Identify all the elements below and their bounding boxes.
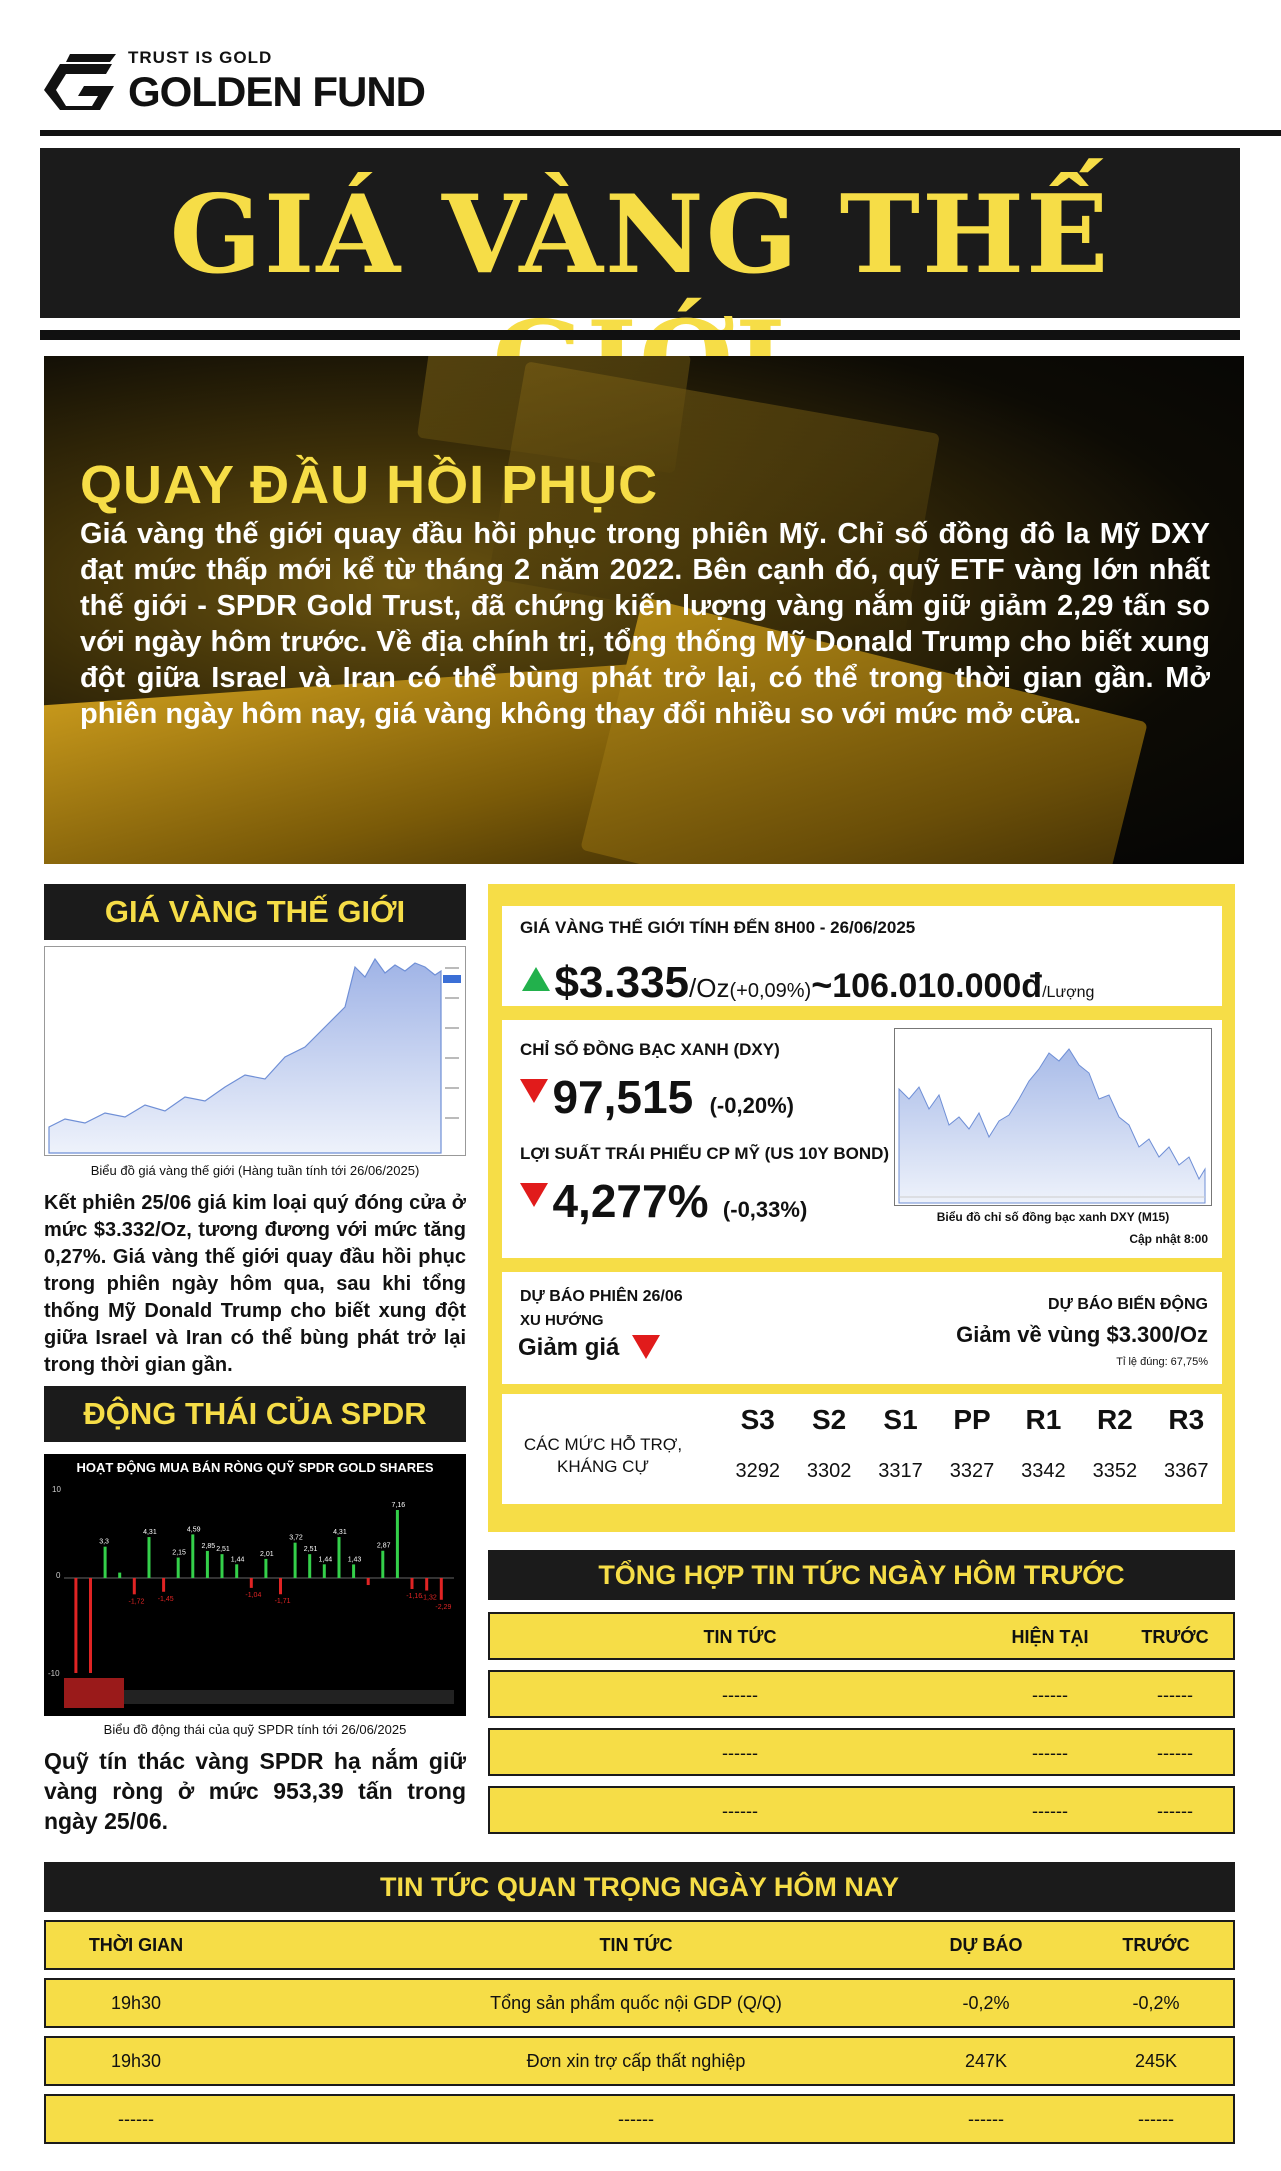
down-arrow-icon	[520, 1079, 548, 1103]
spdr-bar	[74, 1578, 77, 1673]
gold-price-card	[502, 906, 1222, 1006]
volatility-value: Giảm về vùng $3.300/Oz	[956, 1322, 1208, 1347]
gold-price-vnd-unit: /Lượng	[1042, 984, 1095, 1001]
bond-value: 4,277%	[552, 1175, 709, 1227]
brand-name: GOLDEN FUND	[128, 68, 425, 115]
spdr-bar	[206, 1551, 209, 1578]
spdr-bar-label: 4,31	[333, 1529, 347, 1537]
gold-price-change: (+0,09%)	[729, 980, 812, 1002]
previous-cell: ------	[1138, 2109, 1174, 2129]
spdr-bar	[381, 1551, 384, 1578]
up-arrow-icon	[522, 967, 550, 991]
divider	[40, 130, 1281, 136]
gold-price-value: $3.335	[554, 958, 690, 1007]
level-value: 3327	[949, 1460, 995, 1482]
spdr-bar-label: 2,85	[201, 1542, 216, 1550]
spdr-bar	[133, 1578, 136, 1594]
col-previous: TRƯỚC	[1122, 1935, 1190, 1955]
down-arrow-icon	[632, 1335, 660, 1359]
prev-news-heading: TỔNG HỢP TIN TỨC NGÀY HÔM TRƯỚC	[488, 1550, 1235, 1600]
title-banner	[40, 148, 1240, 318]
previous-cell: ------	[1157, 1743, 1193, 1763]
spdr-bar	[367, 1578, 370, 1585]
table-row	[488, 1670, 1235, 1718]
spdr-bar-label: -1,45	[157, 1595, 174, 1603]
trend-row	[518, 1334, 660, 1362]
table-row	[44, 2094, 1235, 2144]
bond-label: LỢI SUẤT TRÁI PHIẾU CP MỸ (US 10Y BOND)	[520, 1144, 890, 1163]
spdr-chart-caption: Biểu đồ động thái của quỹ SPDR tính tới 26/06/2025	[103, 1722, 407, 1737]
news-cell: Tổng sản phẩm quốc nội GDP (Q/Q)	[490, 1993, 782, 2013]
brand-tagline: TRUST IS GOLD	[128, 48, 273, 67]
dxy-chart-caption: Biểu đồ chỉ số đồng bạc xanh DXY (M15)	[936, 1210, 1170, 1224]
spdr-bar-label: 2,51	[303, 1546, 318, 1554]
gold-price-row	[522, 958, 1094, 1008]
table-row	[44, 2036, 1235, 2086]
spdr-bar-label: 7,16	[391, 1501, 406, 1509]
current-cell: ------	[1032, 1743, 1068, 1763]
spdr-summary-paragraph: Quỹ tín thác vàng SPDR hạ nắm giữ vàng ròng ở mức 953,39 tấn trong ngày 25/06.	[44, 1748, 466, 1834]
spdr-banner: ĐỘNG THÁI CỦA SPDR	[44, 1386, 466, 1442]
spdr-bar-label: 1,44	[230, 1556, 245, 1564]
level-name: R1	[1025, 1404, 1062, 1435]
spdr-bar-label: -1,04	[245, 1591, 262, 1599]
col-current: HIỆN TẠI	[1011, 1627, 1089, 1647]
spdr-bar	[396, 1510, 399, 1578]
spdr-bar	[411, 1578, 414, 1589]
dxy-row	[520, 1070, 794, 1124]
spdr-bar-label: -1,32	[420, 1594, 437, 1602]
spdr-bar-label: 2,51	[216, 1546, 230, 1554]
hero-heading: QUAY ĐẦU HỒI PHỤC	[80, 455, 659, 515]
dxy-updated: Cập nhật 8:00	[1129, 1232, 1208, 1246]
today-news-header-row	[44, 1920, 1235, 1970]
gold-chart-caption: Biểu đồ giá vàng thế giới (Hàng tuần tính tới 26/06/2025)	[90, 1163, 420, 1178]
page-title: GIÁ VÀNG THẾ	[169, 172, 1111, 298]
table-row	[44, 1978, 1235, 2028]
forecast-cell: -0,2%	[962, 1993, 1010, 2013]
level-value: 3302	[806, 1460, 852, 1482]
spdr-bar-label: 1,43	[347, 1556, 362, 1564]
col-news: TIN TỨC	[703, 1627, 777, 1647]
spdr-bar	[338, 1537, 341, 1578]
col-news: TIN TỨC	[599, 1935, 673, 1955]
bond-change: (-0,33%)	[722, 1197, 808, 1222]
previous-cell: 245K	[1134, 2051, 1178, 2071]
forecast-cell: ------	[968, 2109, 1004, 2129]
volatility-label: DỰ BÁO BIẾN ĐỘNG	[1048, 1296, 1208, 1313]
table-row	[488, 1728, 1235, 1776]
levels-grid	[722, 1404, 1222, 1494]
spdr-bar-label: -1,16	[406, 1593, 423, 1601]
level-value: 3292	[735, 1460, 780, 1482]
spdr-bar	[250, 1578, 253, 1588]
svg-text:10: 10	[52, 1485, 61, 1494]
time-cell: 19h30	[110, 2051, 162, 2071]
approx-sign: ~	[811, 964, 833, 1005]
down-arrow-icon	[520, 1183, 548, 1207]
dxy-card	[502, 1020, 1222, 1258]
svg-text:0: 0	[56, 1571, 61, 1580]
col-forecast: DỰ BÁO	[949, 1935, 1023, 1955]
news-cell: ------	[722, 1801, 758, 1821]
golden-fund-logo-icon	[40, 50, 118, 120]
current-cell: ------	[1032, 1685, 1068, 1705]
level-name: S2	[812, 1404, 847, 1435]
spdr-bar	[323, 1564, 326, 1578]
forecast-session: DỰ BÁO PHIÊN 26/06	[520, 1288, 683, 1305]
spdr-bar	[104, 1547, 107, 1578]
gold-summary-paragraph: Kết phiên 25/06 giá kim loại quý đóng cửa ở mức $3.332/Oz, tương đương với mức tăng 0,27%. Giá vàng thế giới quay đầu hồi phục trong phiên ngày hôm qua, sau khi tổng thống Mỹ Donald Trump cho biết xung đột giữa Israel và Iran có thể bùng phát trở lại trong thời gian gần.	[44, 1192, 466, 1376]
spdr-bar	[148, 1537, 151, 1578]
news-cell: ------	[722, 1743, 758, 1763]
dxy-value: 97,515	[552, 1071, 694, 1123]
col-previous: TRƯỚC	[1141, 1627, 1209, 1647]
spdr-bar	[294, 1543, 297, 1578]
previous-cell: ------	[1157, 1801, 1193, 1821]
forecast-card	[502, 1272, 1222, 1384]
trend-value: Giảm giá	[518, 1334, 620, 1361]
divider	[40, 330, 1240, 340]
bond-row	[520, 1174, 807, 1228]
gold-price-label: GIÁ VÀNG THẾ GIỚI TÍNH ĐẾN 8H00 - 26/06/2025	[520, 918, 916, 937]
current-cell: ------	[1032, 1801, 1068, 1821]
spdr-bar	[235, 1564, 238, 1578]
spdr-chart-title: HOẠT ĐỘNG MUA BÁN RÒNG QUỸ SPDR GOLD SHARES	[76, 1460, 434, 1475]
spdr-bar	[279, 1578, 282, 1594]
accuracy: Tỉ lệ đúng: 67,75%	[1116, 1356, 1208, 1368]
spdr-flow-chart	[44, 1454, 466, 1716]
news-cell: ------	[722, 1685, 758, 1705]
spdr-bar-label: 2,87	[376, 1542, 391, 1550]
spdr-bar-label: 1,44	[318, 1556, 333, 1564]
levels-label: CÁC MỨC HỖ TRỢ, KHÁNG CỰ	[523, 1435, 683, 1476]
spdr-bars	[44, 1478, 466, 1714]
dxy-change: (-0,20%)	[709, 1093, 794, 1118]
forecast-cell: 247K	[964, 2051, 1008, 2071]
level-name: R3	[1168, 1404, 1205, 1435]
market-panel	[488, 884, 1235, 1532]
col-time: THỜI GIAN	[88, 1935, 184, 1955]
time-cell: ------	[118, 2109, 154, 2129]
level-name: PP	[953, 1404, 991, 1435]
level-value: 3342	[1021, 1460, 1066, 1482]
spdr-bar-label: 3,3	[99, 1538, 109, 1546]
hero-body: Giá vàng thế giới quay đầu hồi phục trong phiên Mỹ. Chỉ số đồng đô la Mỹ DXY đạt mức thấp mới kể từ tháng 2 năm 2022. Bên cạnh đó, quỹ ETF vàng lớn nhất thế giới - SPDR Gold Trust, đã chứng kiến lượng vàng nắm giữ giảm 2,29 tấn so với ngày hôm trước. Về địa chính trị, tổng thống Mỹ Donald Trump cho biết xung đột giữa Israel và Iran có thể bùng phát trở lại, có thể trong thời gian gần. Mở phiên ngày hôm nay, giá vàng không thay đổi nhiều so với mức mở cửa.	[80, 518, 1210, 730]
trend-label: XU HƯỚNG	[520, 1312, 604, 1329]
spdr-bar-label: 2,15	[172, 1549, 186, 1557]
spdr-bar	[118, 1573, 121, 1578]
spdr-bar-label: 3,72	[289, 1534, 303, 1542]
spdr-bar	[352, 1564, 355, 1578]
spdr-bar	[440, 1578, 443, 1600]
spdr-bar-label: 4,31	[143, 1529, 157, 1537]
spdr-bar-label: -1,72	[128, 1598, 145, 1606]
table-row	[488, 1786, 1235, 1834]
gold-price-banner: GIÁ VÀNG THẾ GIỚI	[44, 884, 466, 940]
spdr-bar	[177, 1558, 180, 1578]
svg-text:-10: -10	[48, 1669, 60, 1678]
dxy-chart	[894, 1028, 1212, 1206]
spdr-bar	[191, 1534, 194, 1578]
spdr-bar-label: 2,01	[260, 1550, 274, 1558]
spdr-bar	[264, 1559, 267, 1578]
level-value: 3352	[1092, 1460, 1138, 1482]
today-news-heading: TIN TỨC QUAN TRỌNG NGÀY HÔM NAY	[44, 1862, 1235, 1912]
spdr-bar	[308, 1554, 311, 1578]
spdr-bar-label: 4,59	[186, 1526, 201, 1534]
spdr-bar-label: -2,29	[435, 1603, 452, 1611]
news-cell: Đơn xin trợ cấp thất nghiệp	[526, 2051, 746, 2071]
spdr-bar-label: -1,71	[274, 1598, 291, 1606]
time-cell: 19h30	[110, 1993, 162, 2013]
gold-price-chart	[44, 946, 466, 1156]
spdr-bar	[162, 1578, 165, 1592]
spdr-bar	[221, 1554, 224, 1578]
level-name: S1	[883, 1404, 918, 1435]
level-name: R2	[1096, 1404, 1133, 1435]
level-name: S3	[740, 1404, 775, 1435]
dxy-label: CHỈ SỐ ĐỒNG BẠC XANH (DXY)	[520, 1040, 780, 1059]
previous-cell: -0,2%	[1132, 1993, 1180, 2013]
previous-cell: ------	[1157, 1685, 1193, 1705]
news-cell: ------	[618, 2109, 654, 2129]
prev-news-header-row	[488, 1612, 1235, 1660]
level-value: 3367	[1164, 1460, 1209, 1482]
gold-price-vnd: 106.010.000đ	[832, 967, 1043, 1005]
level-value: 3317	[878, 1460, 923, 1482]
spdr-bar	[89, 1578, 92, 1673]
spdr-bar	[425, 1578, 428, 1591]
gold-price-unit: /Oz	[689, 973, 730, 1003]
hero-banner	[44, 356, 1244, 864]
levels-card	[502, 1394, 1222, 1504]
